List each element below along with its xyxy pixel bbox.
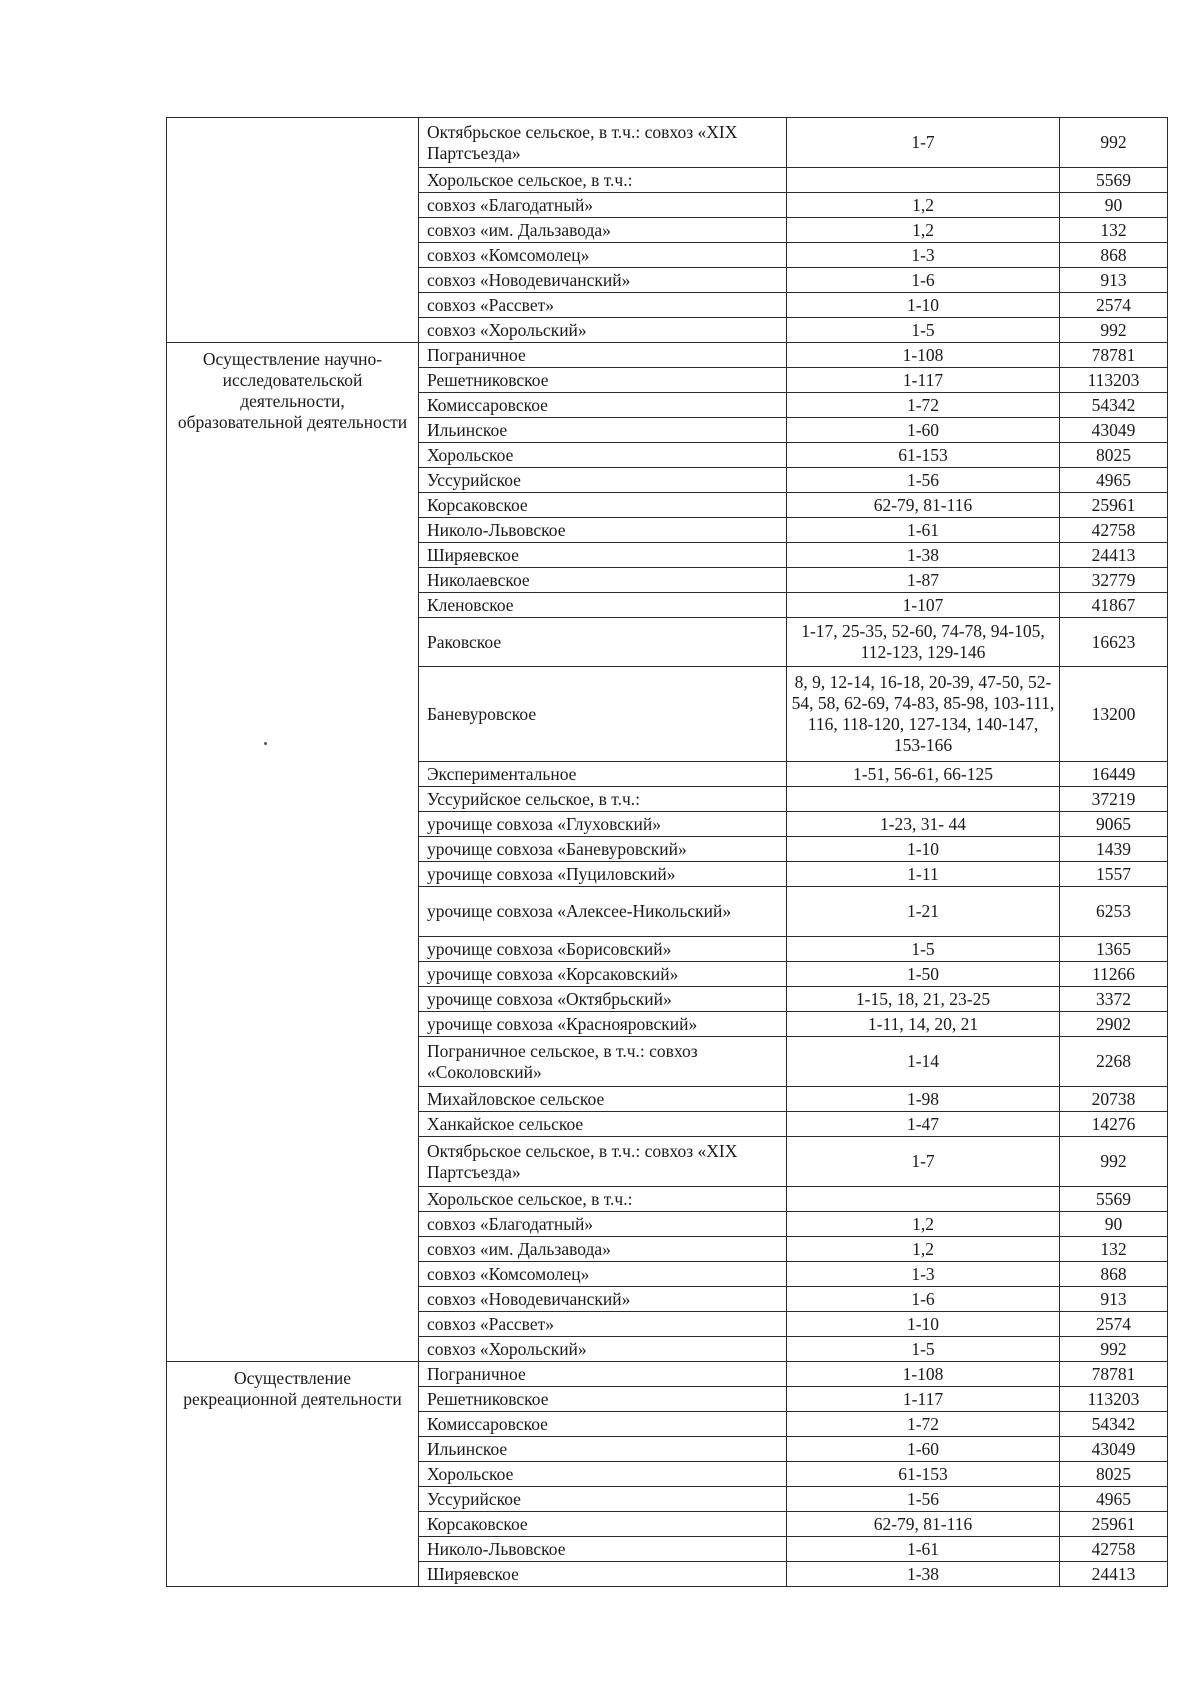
forestry-name-cell: урочище совхоза «Октябрьский»	[419, 987, 787, 1012]
quarter-numbers-cell: 1-10	[787, 1312, 1060, 1337]
quarter-numbers-cell: 61-153	[787, 1462, 1060, 1487]
quarter-numbers-cell: 1-23, 31- 44	[787, 812, 1060, 837]
area-cell: 90	[1060, 1212, 1168, 1237]
quarter-numbers-cell: 1-3	[787, 1262, 1060, 1287]
area-cell: 13200	[1060, 667, 1168, 762]
quarter-numbers-cell: 1-10	[787, 837, 1060, 862]
area-cell: 868	[1060, 1262, 1168, 1287]
table-row	[167, 343, 1168, 368]
quarter-numbers-cell: 1-60	[787, 418, 1060, 443]
forestry-name-cell: Ильинское	[419, 418, 787, 443]
quarter-numbers-cell: 1,2	[787, 193, 1060, 218]
forestry-name-cell: Николо-Львовское	[419, 1537, 787, 1562]
forestry-name-cell: совхоз «Комсомолец»	[419, 243, 787, 268]
area-cell: 8025	[1060, 1462, 1168, 1487]
area-cell: 20738	[1060, 1087, 1168, 1112]
area-cell: 78781	[1060, 1362, 1168, 1387]
table-row	[167, 1362, 1168, 1387]
forestry-name-cell: Уссурийское	[419, 468, 787, 493]
forestry-name-cell: урочище совхоза «Краснояровский»	[419, 1012, 787, 1037]
quarter-numbers-cell: 1-87	[787, 568, 1060, 593]
area-cell: 868	[1060, 243, 1168, 268]
forestry-name-cell: Решетниковское	[419, 368, 787, 393]
forestry-name-cell: урочище совхоза «Баневуровский»	[419, 837, 787, 862]
area-cell: 32779	[1060, 568, 1168, 593]
quarter-numbers-cell: 1-51, 56-61, 66-125	[787, 762, 1060, 787]
area-cell: 5569	[1060, 168, 1168, 193]
area-cell: 913	[1060, 1287, 1168, 1312]
forestry-name-cell: урочище совхоза «Глуховский»	[419, 812, 787, 837]
forestry-name-cell: Уссурийское сельское, в т.ч.:	[419, 787, 787, 812]
quarter-numbers-cell: 1,2	[787, 1237, 1060, 1262]
forestry-table	[166, 117, 1168, 1587]
area-cell: 2574	[1060, 293, 1168, 318]
forestry-name-cell: совхоз «Рассвет»	[419, 293, 787, 318]
area-cell: 43049	[1060, 418, 1168, 443]
quarter-numbers-cell: 1-38	[787, 1562, 1060, 1587]
quarter-numbers-cell: 1-7	[787, 1137, 1060, 1187]
forestry-name-cell: Корсаковское	[419, 1512, 787, 1537]
forestry-name-cell: Ильинское	[419, 1437, 787, 1462]
forestry-name-cell: совхоз «им. Дальзавода»	[419, 218, 787, 243]
activity-type-cell: Осуществление рекреационной деятельности	[167, 1362, 419, 1587]
area-cell: 54342	[1060, 393, 1168, 418]
area-cell: 113203	[1060, 368, 1168, 393]
area-cell: 25961	[1060, 493, 1168, 518]
activity-type-cell	[167, 118, 419, 343]
quarter-numbers-cell: 1-11, 14, 20, 21	[787, 1012, 1060, 1037]
area-cell: 43049	[1060, 1437, 1168, 1462]
quarter-numbers-cell: 1-6	[787, 268, 1060, 293]
quarter-numbers-cell: 61-153	[787, 443, 1060, 468]
area-cell: 4965	[1060, 1487, 1168, 1512]
forestry-name-cell: Корсаковское	[419, 493, 787, 518]
forestry-name-cell: Кленовское	[419, 593, 787, 618]
quarter-numbers-cell: 62-79, 81-116	[787, 493, 1060, 518]
quarter-numbers-cell: 1-61	[787, 1537, 1060, 1562]
quarter-numbers-cell: 1-72	[787, 393, 1060, 418]
quarter-numbers-cell: 8, 9, 12-14, 16-18, 20-39, 47-50, 52-54, 58, 62-69, 74-83, 85-98, 103-111, 116, 118-120, 127-134, 140-147, 153-166	[787, 667, 1060, 762]
quarter-numbers-cell: 1-10	[787, 293, 1060, 318]
forestry-name-cell: Комиссаровское	[419, 393, 787, 418]
quarter-numbers-cell: 1-72	[787, 1412, 1060, 1437]
quarter-numbers-cell: 1-98	[787, 1087, 1060, 1112]
area-cell: 24413	[1060, 543, 1168, 568]
area-cell: 992	[1060, 318, 1168, 343]
quarter-numbers-cell: 1-21	[787, 887, 1060, 937]
area-cell: 6253	[1060, 887, 1168, 937]
area-cell: 113203	[1060, 1387, 1168, 1412]
area-cell: 54342	[1060, 1412, 1168, 1437]
quarter-numbers-cell: 1-17, 25-35, 52-60, 74-78, 94-105, 112-123, 129-146	[787, 618, 1060, 667]
area-cell: 1557	[1060, 862, 1168, 887]
forestry-name-cell: совхоз «Рассвет»	[419, 1312, 787, 1337]
area-cell: 90	[1060, 193, 1168, 218]
forestry-name-cell: Пограничное	[419, 343, 787, 368]
forestry-name-cell: совхоз «Благодатный»	[419, 193, 787, 218]
quarter-numbers-cell: 1-60	[787, 1437, 1060, 1462]
activity-type-cell: Осуществление научно-исследовательской деятельности, образовательной деятельности	[167, 343, 419, 1362]
area-cell: 37219	[1060, 787, 1168, 812]
area-cell: 3372	[1060, 987, 1168, 1012]
forestry-name-cell: Комиссаровское	[419, 1412, 787, 1437]
quarter-numbers-cell: 1-11	[787, 862, 1060, 887]
forestry-name-cell: Октябрьское сельское, в т.ч.: совхоз «XIX Партсъезда»	[419, 118, 787, 168]
area-cell: 25961	[1060, 1512, 1168, 1537]
quarter-numbers-cell: 1-6	[787, 1287, 1060, 1312]
forestry-name-cell: Ханкайское сельское	[419, 1112, 787, 1137]
area-cell: 11266	[1060, 962, 1168, 987]
quarter-numbers-cell: 1-3	[787, 243, 1060, 268]
quarter-numbers-cell: 1-108	[787, 343, 1060, 368]
quarter-numbers-cell: 1-5	[787, 937, 1060, 962]
forestry-name-cell: Пограничное	[419, 1362, 787, 1387]
quarter-numbers-cell: 1-5	[787, 1337, 1060, 1362]
area-cell: 2902	[1060, 1012, 1168, 1037]
quarter-numbers-cell: 1-108	[787, 1362, 1060, 1387]
forestry-name-cell: Хорольское	[419, 443, 787, 468]
forestry-table-body	[167, 118, 1168, 1587]
forestry-name-cell: совхоз «им. Дальзавода»	[419, 1237, 787, 1262]
forestry-name-cell: Хорольское	[419, 1462, 787, 1487]
quarter-numbers-cell: 1-14	[787, 1037, 1060, 1087]
forestry-name-cell: урочище совхоза «Пуциловский»	[419, 862, 787, 887]
area-cell: 42758	[1060, 1537, 1168, 1562]
quarter-numbers-cell: 1,2	[787, 218, 1060, 243]
forestry-name-cell: совхоз «Хорольский»	[419, 1337, 787, 1362]
area-cell: 8025	[1060, 443, 1168, 468]
area-cell: 16623	[1060, 618, 1168, 667]
area-cell: 132	[1060, 218, 1168, 243]
forestry-name-cell: Ширяевское	[419, 543, 787, 568]
area-cell: 5569	[1060, 1187, 1168, 1212]
quarter-numbers-cell: 1-117	[787, 1387, 1060, 1412]
forestry-name-cell: урочище совхоза «Корсаковский»	[419, 962, 787, 987]
table-row	[167, 118, 1168, 168]
forestry-name-cell: Хорольское сельское, в т.ч.:	[419, 1187, 787, 1212]
forestry-name-cell: Уссурийское	[419, 1487, 787, 1512]
quarter-numbers-cell: 1-56	[787, 468, 1060, 493]
forestry-name-cell: урочище совхоза «Борисовский»	[419, 937, 787, 962]
scan-dot	[264, 742, 267, 745]
quarter-numbers-cell: 1-50	[787, 962, 1060, 987]
area-cell: 2574	[1060, 1312, 1168, 1337]
forestry-name-cell: Раковское	[419, 618, 787, 667]
area-cell: 9065	[1060, 812, 1168, 837]
area-cell: 78781	[1060, 343, 1168, 368]
quarter-numbers-cell: 62-79, 81-116	[787, 1512, 1060, 1537]
forestry-name-cell: Экспериментальное	[419, 762, 787, 787]
area-cell: 24413	[1060, 1562, 1168, 1587]
area-cell: 4965	[1060, 468, 1168, 493]
forestry-name-cell: Октябрьское сельское, в т.ч.: совхоз «XIX Партсъезда»	[419, 1137, 787, 1187]
forestry-name-cell: Николаевское	[419, 568, 787, 593]
area-cell: 16449	[1060, 762, 1168, 787]
quarter-numbers-cell: 1-7	[787, 118, 1060, 168]
quarter-numbers-cell: 1-38	[787, 543, 1060, 568]
forestry-name-cell: Решетниковское	[419, 1387, 787, 1412]
area-cell: 41867	[1060, 593, 1168, 618]
forestry-name-cell: совхоз «Новодевичанский»	[419, 1287, 787, 1312]
quarter-numbers-cell: 1-61	[787, 518, 1060, 543]
forestry-name-cell: Пограничное сельское, в т.ч.: совхоз «Соколовский»	[419, 1037, 787, 1087]
quarter-numbers-cell: 1-107	[787, 593, 1060, 618]
area-cell: 913	[1060, 268, 1168, 293]
quarter-numbers-cell	[787, 787, 1060, 812]
forestry-name-cell: совхоз «Хорольский»	[419, 318, 787, 343]
forestry-name-cell: Баневуровское	[419, 667, 787, 762]
area-cell: 132	[1060, 1237, 1168, 1262]
forestry-name-cell: совхоз «Комсомолец»	[419, 1262, 787, 1287]
forestry-name-cell: Ширяевское	[419, 1562, 787, 1587]
forestry-name-cell: Хорольское сельское, в т.ч.:	[419, 168, 787, 193]
area-cell: 992	[1060, 118, 1168, 168]
area-cell: 992	[1060, 1337, 1168, 1362]
quarter-numbers-cell: 1-56	[787, 1487, 1060, 1512]
quarter-numbers-cell: 1-117	[787, 368, 1060, 393]
quarter-numbers-cell: 1-47	[787, 1112, 1060, 1137]
forestry-name-cell: Николо-Львовское	[419, 518, 787, 543]
area-cell: 1439	[1060, 837, 1168, 862]
quarter-numbers-cell: 1-15, 18, 21, 23-25	[787, 987, 1060, 1012]
area-cell: 1365	[1060, 937, 1168, 962]
forestry-name-cell: Михайловское сельское	[419, 1087, 787, 1112]
quarter-numbers-cell	[787, 168, 1060, 193]
quarter-numbers-cell: 1,2	[787, 1212, 1060, 1237]
area-cell: 42758	[1060, 518, 1168, 543]
quarter-numbers-cell: 1-5	[787, 318, 1060, 343]
quarter-numbers-cell	[787, 1187, 1060, 1212]
forestry-name-cell: совхоз «Благодатный»	[419, 1212, 787, 1237]
forestry-name-cell: урочище совхоза «Алексее-Никольский»	[419, 887, 787, 937]
forestry-name-cell: совхоз «Новодевичанский»	[419, 268, 787, 293]
area-cell: 992	[1060, 1137, 1168, 1187]
area-cell: 14276	[1060, 1112, 1168, 1137]
area-cell: 2268	[1060, 1037, 1168, 1087]
